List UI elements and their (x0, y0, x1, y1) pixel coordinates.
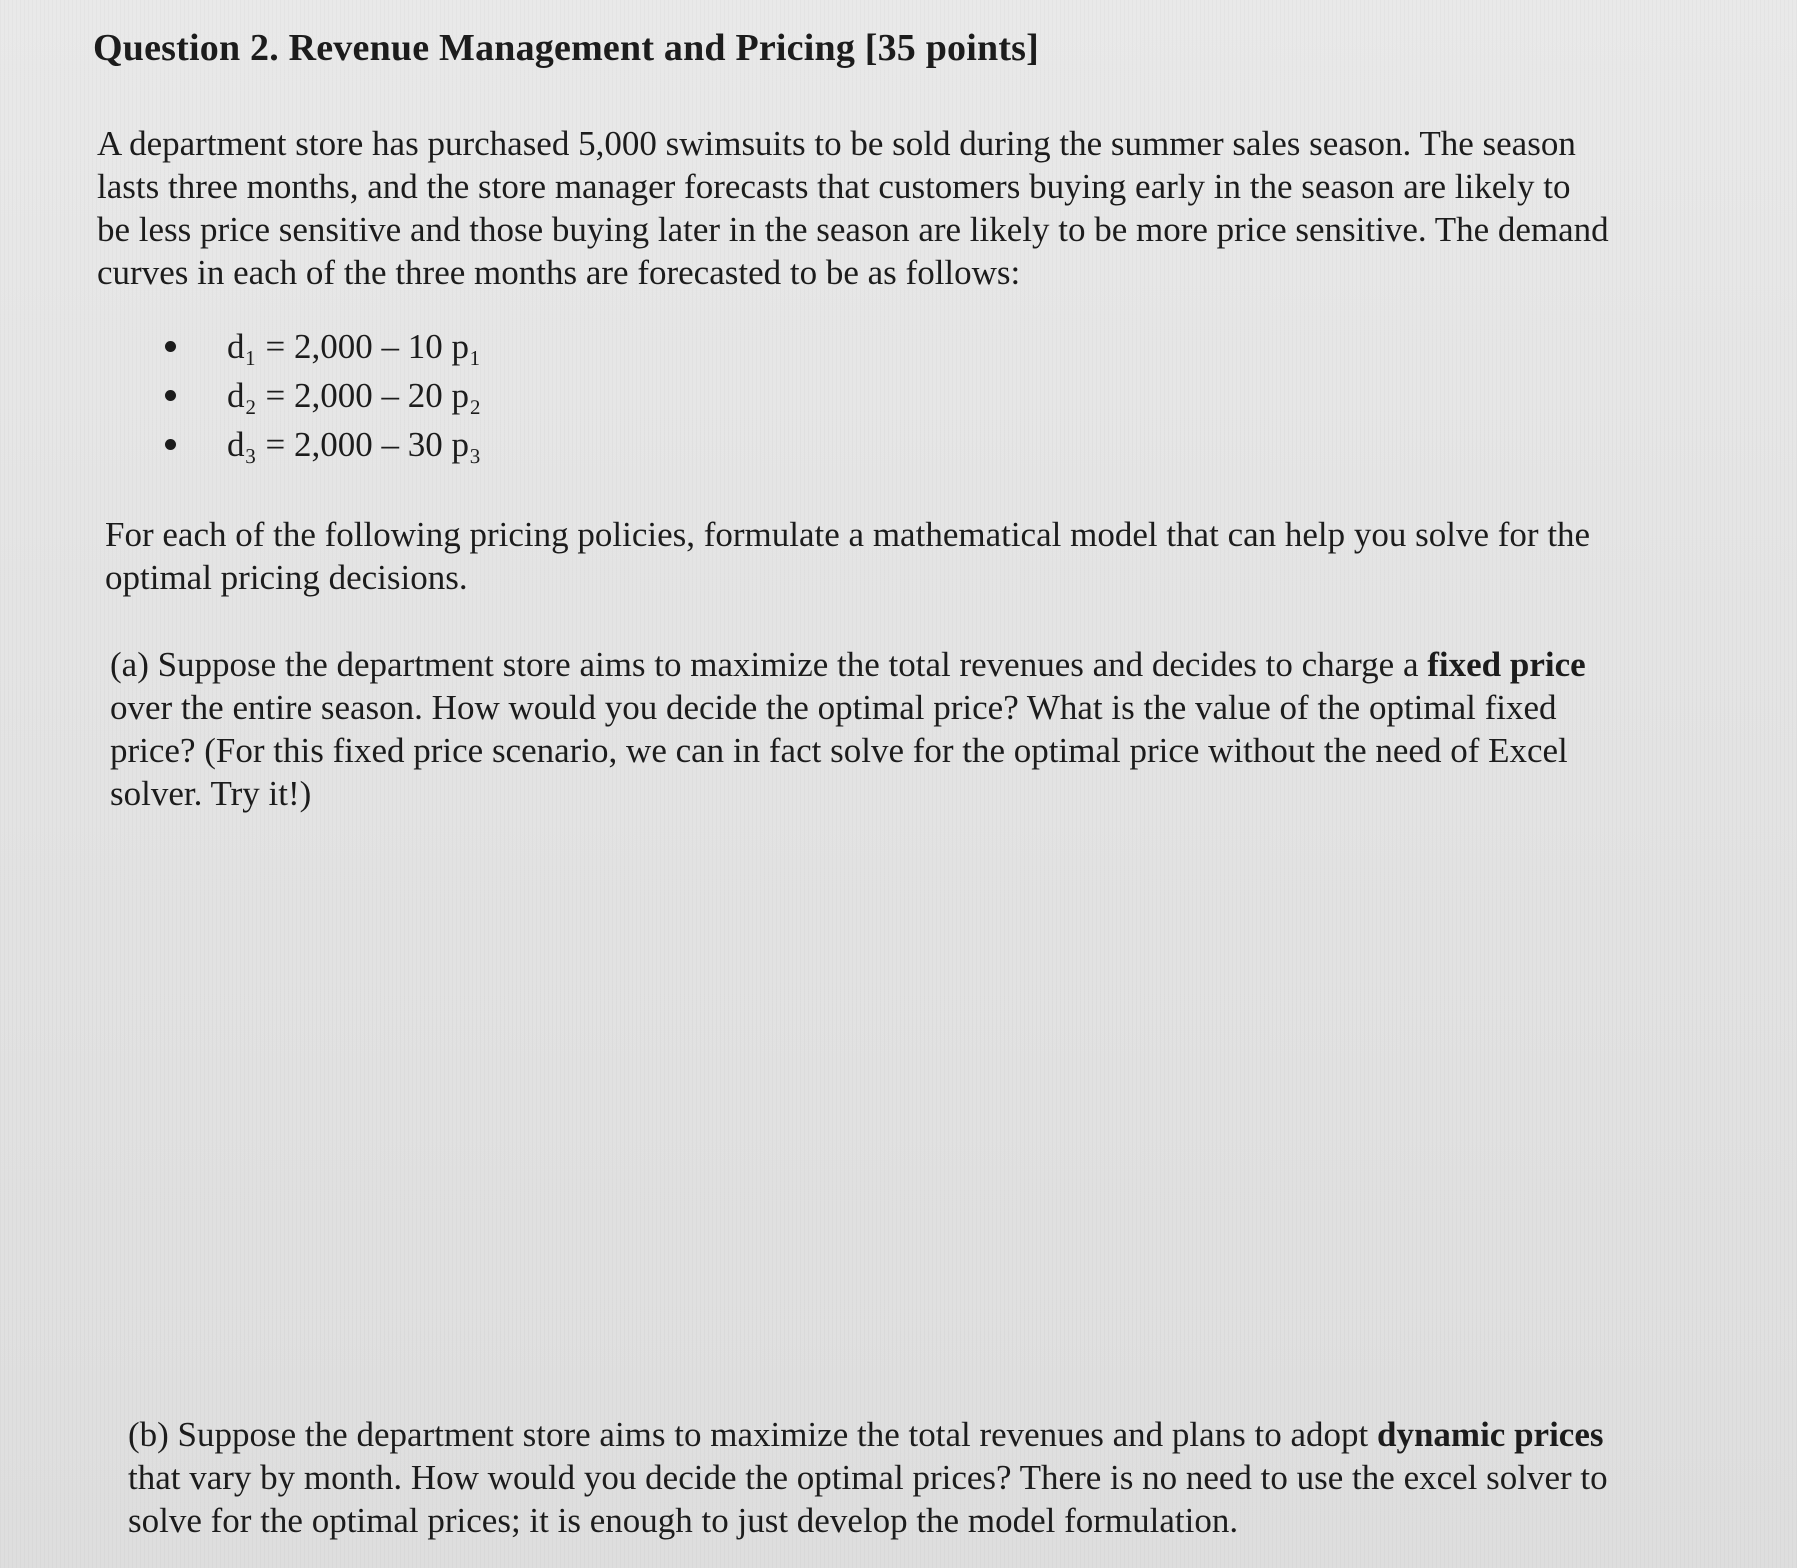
part-b-text: (b) Suppose the department store aims to maximize the total revenues and plans to adopt (128, 1415, 1377, 1454)
part-b-line: solve for the optimal prices; it is enough to just develop the model formulation. (128, 1501, 1239, 1540)
part-a-line: price? (For this fixed price scenario, we can in fact solve for the optimal price without the need of Excel (110, 731, 1568, 770)
intro-line: lasts three months, and the store manager forecasts that customers buying early in the season are likely to (97, 167, 1571, 206)
instruction-paragraph (105, 513, 1715, 599)
part-a-paragraph (110, 643, 1713, 815)
part-a-text: (a) Suppose the department store aims to maximize the total revenues and decides to charge a (110, 645, 1428, 684)
bullet-icon (165, 390, 176, 401)
demand-equation-1: d₁ = 2,000 – 10 p₁ (227, 327, 482, 366)
part-a-line: solver. Try it!) (110, 774, 312, 813)
dynamic-prices-emphasis: dynamic prices (1376, 1415, 1604, 1454)
demand-equation-2: d₂ = 2,000 – 20 p₂ (227, 376, 482, 415)
fixed-price-emphasis: fixed price (1427, 645, 1586, 684)
part-b-line (128, 1413, 1686, 1456)
part-b-line: that vary by month. How would you decide the optimal prices? There is no need to use the excel solver to (128, 1458, 1608, 1497)
instruction-line: For each of the following pricing policies, formulate a mathematical model that can help you solve for the (105, 515, 1591, 554)
intro-line: A department store has purchased 5,000 swimsuits to be sold during the summer sales season. The season (97, 124, 1576, 163)
part-a-line (110, 643, 1713, 686)
intro-line: be less price sensitive and those buying later in the season are likely to be more price sensitive. The demand (97, 210, 1609, 249)
question-title: Question 2. Revenue Management and Pricing [35 points] (93, 27, 1040, 69)
part-a-line: over the entire season. How would you decide the optimal price? What is the value of the optimal fixed (110, 688, 1557, 727)
intro-paragraph (97, 122, 1734, 294)
intro-line: curves in each of the three months are forecasted to be as follows: (97, 253, 1021, 292)
part-b-paragraph (128, 1413, 1686, 1542)
instruction-line: optimal pricing decisions. (105, 558, 468, 597)
demand-equation-3: d₃ = 2,000 – 30 p₃ (227, 425, 482, 464)
bullet-icon (165, 341, 176, 352)
bullet-icon (165, 439, 176, 450)
